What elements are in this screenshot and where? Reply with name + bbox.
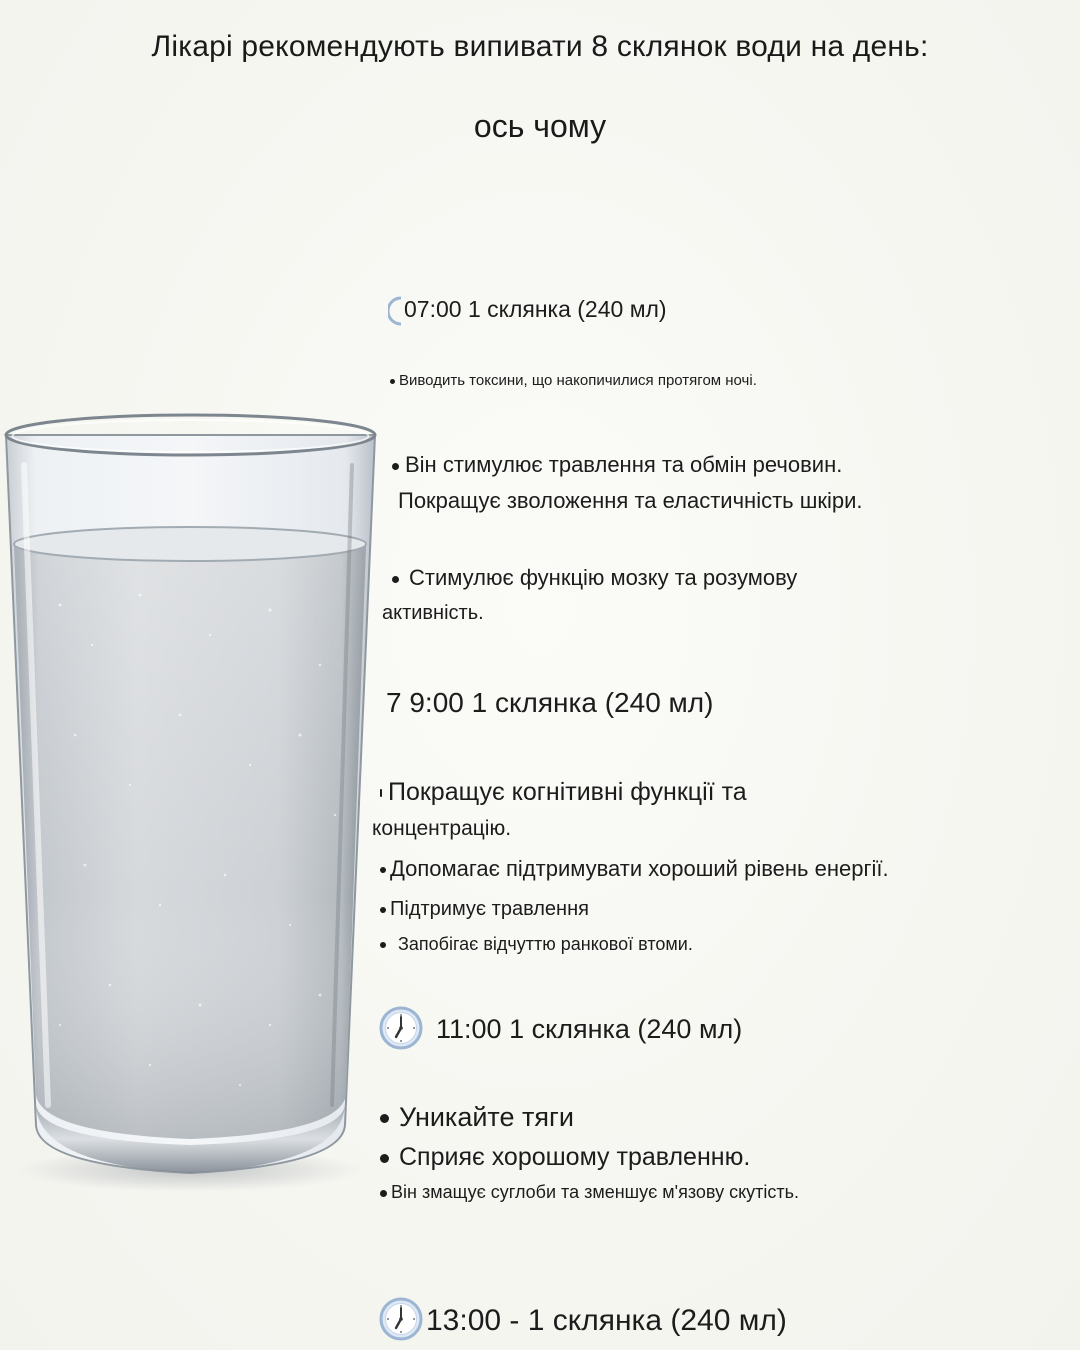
benefit-item: Сприяє хорошому травленню. bbox=[380, 1143, 750, 1172]
benefit-item: Виводить токсини, що накопичилися протягом ночі. bbox=[390, 372, 757, 389]
bullet-dot-icon bbox=[392, 576, 399, 583]
benefit-item: Покращує когнітивні функції та bbox=[380, 778, 747, 807]
bullet-dot-icon bbox=[380, 1190, 387, 1197]
benefit-item: Підтримує травлення bbox=[380, 898, 589, 921]
bullet-dot-icon bbox=[380, 789, 382, 797]
schedule-time-0900: 7 9:00 1 склянка (240 мл) bbox=[386, 687, 714, 718]
clock-icon bbox=[378, 1296, 424, 1342]
clock-icon bbox=[378, 1005, 424, 1051]
schedule-time-0700: 07:00 1 склянка (240 мл) bbox=[388, 296, 667, 326]
benefit-item: Уникайте тяги bbox=[380, 1102, 574, 1133]
schedule-time-1300: 13:00 - 1 склянка (240 мл) bbox=[378, 1302, 787, 1342]
bullet-dot-icon bbox=[380, 1154, 389, 1163]
water-glass-icon bbox=[0, 405, 385, 1195]
benefit-item: Запобігає відчуттю ранкової втоми. bbox=[380, 934, 693, 955]
bullet-dot-icon bbox=[380, 907, 386, 913]
bullet-dot-icon bbox=[390, 379, 395, 384]
benefit-item: Стимулює функцію мозку та розумову bbox=[392, 565, 797, 591]
bullet-dot-icon bbox=[380, 867, 386, 873]
bullet-dot-icon bbox=[392, 463, 399, 470]
benefit-item: концентрацію. bbox=[372, 817, 512, 840]
benefit-item: Він змащує суглоби та зменшує м'язову скутість. bbox=[380, 1182, 799, 1203]
benefit-item: активність. bbox=[382, 602, 484, 624]
schedule-time-1100: 11:00 1 склянка (240 мл) bbox=[378, 1011, 742, 1051]
benefit-item: Покращує зволоження та еластичність шкіри. bbox=[398, 488, 863, 513]
bullet-dot-icon bbox=[380, 942, 386, 948]
clock-icon bbox=[388, 296, 402, 326]
benefit-item: Він стимулює травлення та обмін речовин. bbox=[392, 452, 842, 478]
benefit-item: Допомагає підтримувати хороший рівень енергії. bbox=[380, 856, 889, 882]
page-title: Лікарі рекомендують випивати 8 склянок води на день: bbox=[151, 30, 929, 63]
page-subtitle: ось чому bbox=[473, 108, 607, 144]
bullet-dot-icon bbox=[380, 1114, 389, 1123]
